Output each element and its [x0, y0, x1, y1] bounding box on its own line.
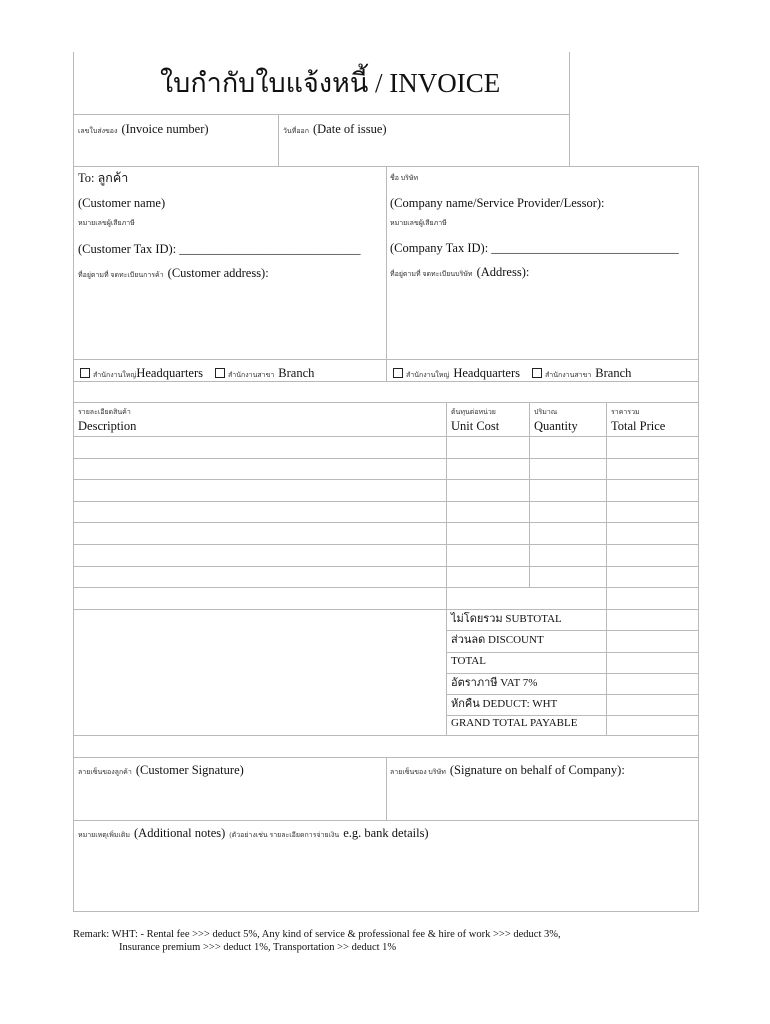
- to-customer-label: To: ลูกค้า: [78, 171, 129, 185]
- additional-notes-label: หมายเหตุเพิ่มเติม (Additional notes) (ตัวอย่างเช่น รายละเอียดการจ่ายเงิน e.g. bank details): [78, 826, 429, 840]
- total-price-header: Total Price: [611, 419, 666, 433]
- customer-tax-id-field: (Customer Tax ID): _____________________________: [78, 242, 361, 256]
- total-label: TOTAL: [451, 655, 486, 667]
- grand-total-label: GRAND TOTAL PAYABLE: [451, 717, 578, 729]
- description-header: Description: [78, 419, 137, 433]
- date-of-issue-label: วันที่ออก (Date of issue): [283, 122, 387, 136]
- company-address-label: ที่อยู่ตามที่ จดทะเบียนบริษัท (Address):: [390, 265, 530, 279]
- unit-cost-header: Unit Cost: [451, 419, 500, 433]
- company-tax-label-th: หมายเลขผู้เสียภาษี: [390, 219, 447, 227]
- remark-line-2: Insurance premium >>> deduct 1%, Transportation >> deduct 1%: [119, 942, 397, 953]
- customer-branch-checkbox[interactable]: [215, 368, 225, 378]
- company-office-type: สำนักงานใหญ่ Headquarters สำนักงานสาขา Branch: [393, 365, 631, 381]
- invoice-number-label: เลขใบส่งของ (Invoice number): [78, 122, 209, 136]
- company-headquarters-checkbox[interactable]: [393, 368, 403, 378]
- total-price-header-th: ราคารวม: [611, 408, 640, 416]
- company-tax-id-field: (Company Tax ID): ______________________________: [390, 241, 679, 255]
- subtotal-label: ไม่โดยรวม SUBTOTAL: [451, 613, 562, 625]
- unit-cost-header-th: ต้นทุนต่อหน่วย: [451, 408, 496, 416]
- company-signature-label: ลายเซ็นของ บริษัท (Signature on behalf of Company):: [390, 763, 625, 777]
- company-branch-checkbox[interactable]: [532, 368, 542, 378]
- vat-label: อัตราภาษี VAT 7%: [451, 677, 538, 689]
- company-name-field: (Company name/Service Provider/Lessor):: [390, 196, 605, 210]
- quantity-header: Quantity: [534, 419, 578, 433]
- customer-name-field: (Customer name): [78, 196, 166, 210]
- discount-label: ส่วนลด DISCOUNT: [451, 634, 544, 646]
- customer-headquarters-checkbox[interactable]: [80, 368, 90, 378]
- wht-deduction-label: หักคืน DEDUCT: WHT: [451, 698, 558, 710]
- remark-line-1: Remark: WHT: - Rental fee >>> deduct 5%, Any kind of service & professional fee & hire of work >>> deduct 3%,: [73, 929, 561, 940]
- company-name-label-th: ชื่อ บริษัท: [390, 174, 419, 182]
- invoice-title: ใบกำกับใบแจ้งหนี้ / INVOICE: [160, 68, 501, 98]
- customer-tax-label-th: หมายเลขผู้เสียภาษี: [78, 219, 135, 227]
- customer-office-type: สำนักงานใหญ่Headquarters สำนักงานสาขา Branch: [80, 365, 314, 381]
- customer-signature-label: ลายเซ็นของลูกค้า (Customer Signature): [78, 763, 244, 777]
- customer-address-label: ที่อยู่ตามที่ จดทะเบียนการค้า (Customer address):: [78, 266, 269, 280]
- quantity-header-th: ปริมาณ: [534, 408, 558, 416]
- description-header-th: รายละเอียดสินค้า: [78, 408, 131, 416]
